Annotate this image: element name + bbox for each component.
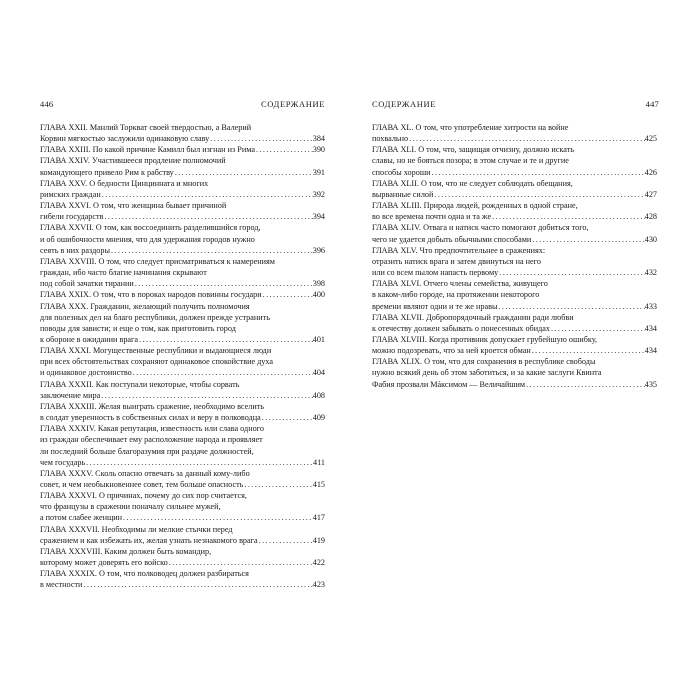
- toc-entry-line: [372, 334, 657, 345]
- toc-entry-line: [40, 256, 325, 267]
- dot-leader: [531, 345, 645, 356]
- toc-entry-line: [372, 278, 657, 289]
- right-page: [372, 99, 657, 390]
- toc-entry-text: времени являют одни и те же нравы: [372, 301, 498, 311]
- toc-entry-text: ГЛАВА XLV. Что предпочтительнее в сражениях:: [372, 245, 546, 255]
- toc-page-number: 435: [644, 379, 657, 389]
- toc-entry-line: [372, 301, 657, 312]
- toc-entry-text: из граждан обеспечивает ему расположение народа и проявляет: [40, 435, 263, 445]
- toc-entry-line: [372, 222, 657, 233]
- toc-entry-text: отразить натиск врага и затем двинуться на него: [372, 256, 541, 266]
- toc-entry-text: ГЛАВА XXV. О бедности Цинцинната и многих: [40, 178, 209, 188]
- toc-entry: [40, 345, 325, 378]
- toc-page-number: 409: [312, 413, 325, 423]
- toc-page-number: 392: [312, 189, 325, 199]
- dot-leader: [209, 133, 312, 144]
- toc-entry: [40, 546, 325, 568]
- toc-entry-text: а потом слабее женщин: [40, 513, 123, 523]
- toc-entry-text: можно подозревать, что за ней кроется обман: [372, 346, 531, 356]
- toc-entry: [40, 144, 325, 155]
- toc-entry-text: совет, и чем необыкновеннее совет, тем больше опасность: [40, 480, 244, 489]
- toc-entry-line: [372, 211, 657, 222]
- toc-entry: [372, 144, 657, 177]
- toc-entry-text: ГЛАВА XXIV. Участившееся продление полномочий: [40, 156, 226, 166]
- toc-entry-line: [372, 167, 657, 178]
- toc-entry: [372, 122, 657, 144]
- toc-entry-text: ли последний больше благоразумия при раздаче должностей,: [40, 446, 254, 456]
- toc-entry-text: под собой зачатки тирании: [40, 279, 134, 289]
- toc-entry-text: ГЛАВА XXVI. О том, что женщина бывает причиной: [40, 201, 227, 211]
- left-running-title: СОДЕРЖАНИЕ: [260, 99, 325, 109]
- toc-entry-text: во все времена почти одна и та же: [372, 212, 492, 222]
- toc-entry-text: ГЛАВА XLVI. Отчего члены семейства, живущего: [372, 279, 548, 289]
- toc-entry-line: [40, 245, 325, 256]
- toc-entry-line: [372, 178, 657, 189]
- toc-entry-line: [40, 211, 325, 222]
- toc-entry-text: ГЛАВА XXVIII. О том, что следует присматриваться к намерениям: [40, 256, 275, 266]
- toc-entry-line: [40, 579, 325, 590]
- toc-entry-text: к отечеству должен забывать о понесенных обидах: [372, 323, 550, 333]
- right-running-title: СОДЕРЖАНИЕ: [372, 99, 437, 109]
- toc-entry-line: [372, 379, 657, 390]
- toc-entry-line: [40, 457, 325, 468]
- toc-entry: [40, 122, 325, 144]
- toc-page-number: 425: [644, 134, 657, 144]
- dot-leader: [255, 144, 313, 155]
- toc-page-number: 411: [313, 457, 325, 467]
- toc-entry-line: [40, 289, 325, 300]
- toc-entry-text: гибели государств: [40, 212, 104, 222]
- toc-entry-text: славы, но не бояться позора; в этом случае и те и другие: [372, 156, 569, 166]
- toc-entry-line: [372, 189, 657, 200]
- toc-entry-text: римских граждан: [40, 189, 101, 199]
- dot-leader: [132, 367, 313, 378]
- toc-entry: [372, 312, 657, 334]
- toc-page-number: 434: [644, 323, 657, 333]
- dot-leader: [525, 379, 645, 390]
- toc-entry-text: вырванные силой: [372, 189, 434, 199]
- dot-leader: [258, 535, 313, 546]
- dot-leader: [101, 189, 313, 200]
- dot-leader: [550, 323, 645, 334]
- toc-entry: [40, 155, 325, 177]
- toc-entry-text: чего не удается добыть обычными способами: [372, 234, 532, 244]
- dot-leader: [408, 133, 645, 144]
- left-page-header: [40, 99, 325, 113]
- toc-entry-text: и одинаковое достоинство: [40, 368, 132, 378]
- toc-entry-text: ГЛАВА XLVIII. Когда противник допускает грубейшую ошибку,: [372, 334, 598, 344]
- toc-entry-text: ГЛАВА XLII. О том, что не следует соблюдать обещания,: [372, 178, 573, 188]
- dot-leader: [138, 334, 313, 345]
- dot-leader: [431, 167, 645, 178]
- toc-entry: [40, 423, 325, 468]
- toc-entry-line: [40, 379, 325, 390]
- toc-entry-line: [40, 490, 325, 501]
- left-page: [40, 99, 325, 591]
- dot-leader: [262, 289, 313, 300]
- toc-entry-text: что французы в сражении поначалу сильнее мужей,: [40, 502, 221, 512]
- dot-leader: [82, 579, 312, 590]
- toc-entry-line: [40, 234, 325, 245]
- toc-entry: [40, 468, 325, 490]
- toc-entry-line: [40, 546, 325, 557]
- toc-entry: [372, 178, 657, 200]
- toc-entry-text: ГЛАВА XXXII. Как поступали некоторые, чтобы сорвать: [40, 379, 240, 389]
- dot-leader: [100, 390, 312, 401]
- toc-entry-line: [372, 256, 657, 267]
- toc-entry-line: [372, 200, 657, 211]
- toc-entry-line: [40, 133, 325, 144]
- dot-leader: [110, 245, 313, 256]
- toc-entry-text: ГЛАВА XLI. О том, что, защищая отчизну, должно искать: [372, 145, 575, 155]
- toc-page-number: 394: [312, 212, 325, 222]
- toc-page-number: 390: [312, 145, 325, 155]
- right-toc-list: [372, 122, 657, 390]
- toc-entry: [372, 200, 657, 222]
- toc-entry: [372, 245, 657, 278]
- toc-entry-line: [372, 267, 657, 278]
- toc-entry-line: [372, 133, 657, 144]
- toc-entry-line: [40, 535, 325, 546]
- dot-leader: [122, 512, 313, 523]
- dot-leader: [498, 267, 644, 278]
- toc-entry-text: в каком-либо городе, на протяжении некоторого: [372, 290, 540, 300]
- toc-entry-line: [372, 155, 657, 166]
- toc-entry-line: [40, 144, 325, 155]
- toc-entry-line: [372, 312, 657, 323]
- dot-leader: [261, 412, 313, 423]
- right-page-header: [372, 99, 657, 113]
- toc-page-number: 426: [644, 167, 657, 177]
- toc-entry-text: ГЛАВА XLIX. О том, что для сохранения в республике свободы: [372, 357, 596, 367]
- toc-page-number: 419: [312, 535, 325, 545]
- left-toc-list: [40, 122, 325, 591]
- toc-page-number: 404: [312, 368, 325, 378]
- dot-leader: [243, 479, 312, 490]
- toc-entry-line: [40, 155, 325, 166]
- toc-entry: [40, 301, 325, 346]
- toc-entry-text: к обороне в ожидании врага: [40, 334, 139, 344]
- toc-entry-text: ГЛАВА XXIX. О том, что в пороках народов повинны государи: [40, 290, 262, 300]
- toc-entry-text: Корвин мягкостью заслужили одинаковую славу: [40, 134, 210, 144]
- toc-entry-line: [40, 301, 325, 312]
- toc-entry-line: [40, 446, 325, 457]
- toc-entry-line: [40, 356, 325, 367]
- toc-entry: [40, 379, 325, 401]
- toc-entry-line: [372, 245, 657, 256]
- toc-entry: [40, 568, 325, 590]
- toc-page-number: 423: [312, 580, 325, 590]
- toc-entry-line: [40, 122, 325, 133]
- toc-entry: [40, 289, 325, 300]
- toc-page-number: 430: [644, 234, 657, 244]
- toc-entry-line: [40, 434, 325, 445]
- toc-entry-text: ГЛАВА XXXVIII. Каким должен быть командир,: [40, 546, 212, 556]
- left-page-number: 446: [40, 99, 54, 109]
- toc-entry-line: [372, 356, 657, 367]
- toc-entry: [40, 222, 325, 255]
- toc-entry-line: [40, 468, 325, 479]
- toc-page-number: 415: [312, 480, 325, 489]
- toc-entry-line: [40, 423, 325, 434]
- toc-entry-line: [40, 568, 325, 579]
- toc-entry-line: [40, 200, 325, 211]
- toc-entry-text: граждан, ибо часто благие начинания скрывают: [40, 268, 207, 278]
- toc-entry-line: [40, 178, 325, 189]
- toc-entry: [40, 178, 325, 200]
- toc-entry-line: [40, 167, 325, 178]
- toc-entry-text: ГЛАВА XXII. Манлий Торкват своей твердостью, а Валерий: [40, 123, 252, 132]
- dot-leader: [103, 211, 312, 222]
- toc-page-number: 391: [312, 167, 325, 177]
- toc-entry-text: ГЛАВА XXXIX. О том, что полководец должен разбираться: [40, 569, 249, 579]
- toc-entry-line: [40, 323, 325, 334]
- toc-page-number: 417: [312, 513, 325, 523]
- toc-entry-text: способы хороши: [372, 167, 431, 177]
- toc-page-number: 384: [312, 134, 325, 144]
- toc-entry-text: ГЛАВА XLIII. Природа людей, рожденных в одной стране,: [372, 201, 578, 211]
- toc-entry-line: [40, 345, 325, 356]
- toc-entry-text: ГЛАВА XXXVI. О причинах, почему до сих пор считается,: [40, 491, 247, 501]
- toc-entry-text: ГЛАВА XXXV. Сколь опасно отвечать за данный кому-либо: [40, 468, 250, 478]
- toc-entry-line: [40, 501, 325, 512]
- toc-page-number: 427: [644, 189, 657, 199]
- dot-leader: [85, 457, 313, 468]
- toc-page-number: 434: [644, 346, 657, 356]
- toc-entry-line: [372, 323, 657, 334]
- toc-entry: [372, 334, 657, 356]
- toc-entry-text: ГЛАВА XXXVII. Необходимы ли мелкие стычки перед: [40, 524, 233, 534]
- dot-leader: [531, 234, 644, 245]
- toc-page-number: 398: [312, 279, 325, 289]
- toc-page-number: 433: [644, 301, 657, 311]
- toc-entry: [372, 222, 657, 244]
- toc-page-number: 408: [312, 390, 325, 400]
- toc-entry-line: [372, 345, 657, 356]
- toc-entry-text: при всех обстоятельствах сохраняют одинаковое спокойствие духа: [40, 357, 274, 367]
- toc-entry-text: или со всем пылом напасть первому: [372, 268, 499, 278]
- toc-entry-text: ГЛАВА XXIII. По какой причине Камилл был изгнан из Рима: [40, 145, 255, 155]
- toc-entry: [40, 490, 325, 523]
- toc-entry-line: [40, 189, 325, 200]
- toc-entry: [40, 256, 325, 289]
- toc-entry-text: Фабия прозвали Máксимом — Величайшим: [372, 379, 526, 389]
- toc-entry-line: [40, 412, 325, 423]
- toc-entry-line: [40, 512, 325, 523]
- toc-entry-text: ГЛАВА XL. О том, что употребление хитрости на войне: [372, 123, 569, 132]
- toc-page-number: 396: [312, 245, 325, 255]
- toc-entry-text: для полезных дел на благо республики, должен прежде устранить: [40, 312, 270, 322]
- toc-entry-text: сеять в них раздоры: [40, 245, 110, 255]
- toc-entry: [40, 524, 325, 546]
- toc-page-number: 428: [644, 212, 657, 222]
- toc-entry: [372, 278, 657, 311]
- toc-entry-text: командующего привело Рим к рабству: [40, 167, 174, 177]
- toc-entry-text: ГЛАВА XXXI. Могущественные республики и выдающиеся люди: [40, 346, 272, 356]
- toc-entry-text: чем государь: [40, 457, 86, 467]
- toc-entry-line: [372, 367, 657, 378]
- dot-leader: [168, 557, 313, 568]
- toc-entry-line: [40, 278, 325, 289]
- toc-entry-text: ГЛАВА XXVII. О том, как воссоединить разделившийся город,: [40, 223, 261, 233]
- toc-entry-line: [40, 479, 325, 490]
- toc-entry-line: [40, 312, 325, 323]
- toc-entry-line: [40, 267, 325, 278]
- toc-page-number: 422: [312, 558, 325, 568]
- toc-entry-text: ГЛАВА XXX. Гражданин, желающий получить полномочия: [40, 301, 250, 311]
- toc-page-number: 401: [312, 334, 325, 344]
- toc-entry-text: поводы для зависти; и еще о том, как приготовить город: [40, 323, 236, 333]
- dot-leader: [134, 278, 313, 289]
- toc-entry-text: ГЛАВА XXXIII. Желая выиграть сражение, необходимо вселить: [40, 401, 265, 411]
- dot-leader: [491, 211, 645, 222]
- toc-entry-line: [40, 557, 325, 568]
- dot-leader: [174, 167, 313, 178]
- toc-entry-line: [372, 144, 657, 155]
- toc-entry-line: [40, 401, 325, 412]
- toc-entry-text: и об ошибочности мнения, что для удержания городов нужно: [40, 234, 255, 244]
- toc-entry-line: [40, 222, 325, 233]
- toc-entry-text: похвально: [372, 134, 409, 144]
- toc-entry-text: в солдат уверенность в собственных силах и веру в полководца: [40, 413, 261, 423]
- toc-entry-line: [40, 334, 325, 345]
- dot-leader: [433, 189, 644, 200]
- toc-entry-text: ГЛАВА XLVII. Добропорядочный гражданин ради любви: [372, 312, 574, 322]
- toc-page-number: 432: [644, 268, 657, 278]
- toc-entry-line: [372, 122, 657, 133]
- toc-entry-line: [40, 390, 325, 401]
- toc-entry-text: заключение мира: [40, 390, 101, 400]
- toc-entry-line: [372, 289, 657, 300]
- toc-entry: [40, 401, 325, 423]
- toc-entry-line: [40, 524, 325, 535]
- toc-entry: [372, 356, 657, 389]
- toc-entry: [40, 200, 325, 222]
- toc-entry-text: сражением и как избежать их, желая узнать незнакомого врага: [40, 535, 258, 545]
- toc-entry-text: нужно всякий день об этом заботиться, и за какие заслуги Квинта: [372, 368, 602, 378]
- right-page-number: 447: [645, 99, 659, 109]
- toc-entry-text: ГЛАВА XXXIV. Какая репутация, известность или слава одного: [40, 424, 264, 434]
- toc-entry-text: ГЛАВА XLIV. Отвага и натиск часто помогают добиться того,: [372, 223, 589, 233]
- toc-entry-text: которому может доверять его войско: [40, 558, 168, 568]
- dot-leader: [497, 301, 644, 312]
- toc-entry-line: [372, 234, 657, 245]
- toc-page-number: 400: [312, 290, 325, 300]
- toc-entry-line: [40, 367, 325, 378]
- toc-entry-text: в местности: [40, 580, 83, 590]
